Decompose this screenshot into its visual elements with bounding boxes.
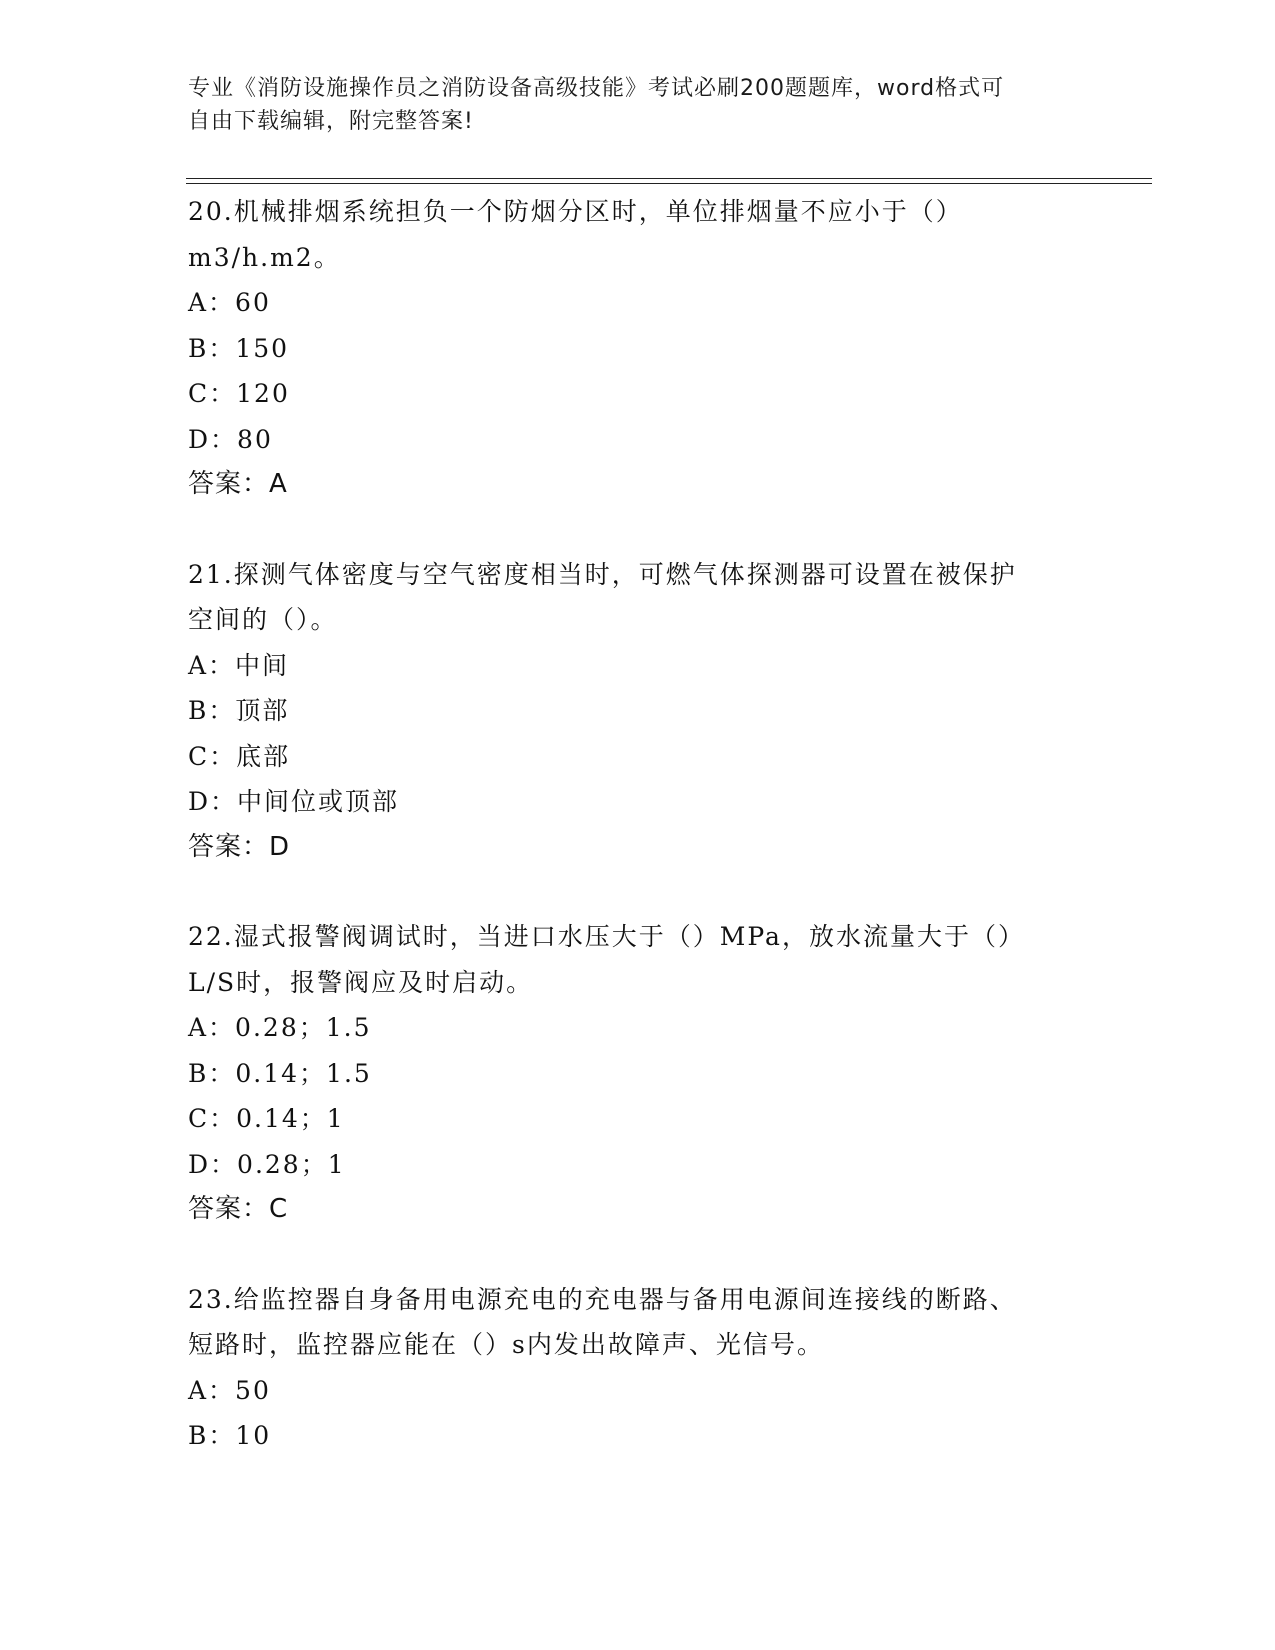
- option-b: B：10: [188, 1421, 272, 1450]
- option-d: D：80: [188, 424, 273, 454]
- question-22: [188, 914, 1088, 1233]
- option-a: A：中间: [188, 650, 290, 680]
- option-d: D：0.28；1: [188, 1149, 346, 1179]
- header-divider-bottom: [186, 183, 1152, 184]
- question-stem: 21.探测气体密度与空气密度相当时，可燃气体探测器可设置在被保护: [188, 559, 1017, 589]
- question-stem: 22.湿式报警阀调试时，当进口水压大于（）MPa，放水流量大于（）: [188, 922, 1025, 951]
- question-21: [188, 552, 1088, 871]
- answer: 答案：A: [188, 469, 288, 499]
- question-list: [188, 189, 1088, 1503]
- option-a: A：0.28；1.5: [188, 1013, 372, 1042]
- question-stem: m3/h.m2。: [188, 242, 341, 272]
- option-a: A：50: [188, 1375, 271, 1405]
- document-header: [188, 72, 1068, 138]
- answer: 答案：D: [188, 831, 291, 862]
- option-c: C：0.14；1: [188, 1104, 345, 1133]
- option-b: B：150: [188, 333, 290, 363]
- option-b: B：顶部: [188, 696, 290, 725]
- question-stem: 空间的（）。: [188, 605, 338, 634]
- option-c: C：120: [188, 379, 290, 408]
- header-line-2: 自由下载编辑，附完整答案!: [188, 109, 474, 134]
- header-divider-top: [186, 178, 1152, 179]
- option-b: B：0.14；1.5: [188, 1058, 372, 1088]
- answer: 答案：C: [188, 1194, 289, 1224]
- option-d: D：中间位或顶部: [188, 787, 400, 816]
- question-20: [188, 189, 1088, 508]
- question-stem: L/S时，报警阀应及时启动。: [188, 967, 534, 997]
- question-23: [188, 1277, 1088, 1459]
- header-line-1: 专业《消防设施操作员之消防设备高级技能》考试必刷200题题库，word格式可: [188, 76, 1005, 101]
- option-a: A：60: [188, 288, 271, 317]
- question-stem: 23.给监控器自身备用电源充电的充电器与备用电源间连接线的断路、: [188, 1284, 1017, 1314]
- option-c: C：底部: [188, 741, 291, 771]
- question-stem: 短路时，监控器应能在（）s内发出故障声、光信号。: [188, 1330, 824, 1359]
- question-stem: 20.机械排烟系统担负一个防烟分区时，单位排烟量不应小于（）: [188, 197, 963, 226]
